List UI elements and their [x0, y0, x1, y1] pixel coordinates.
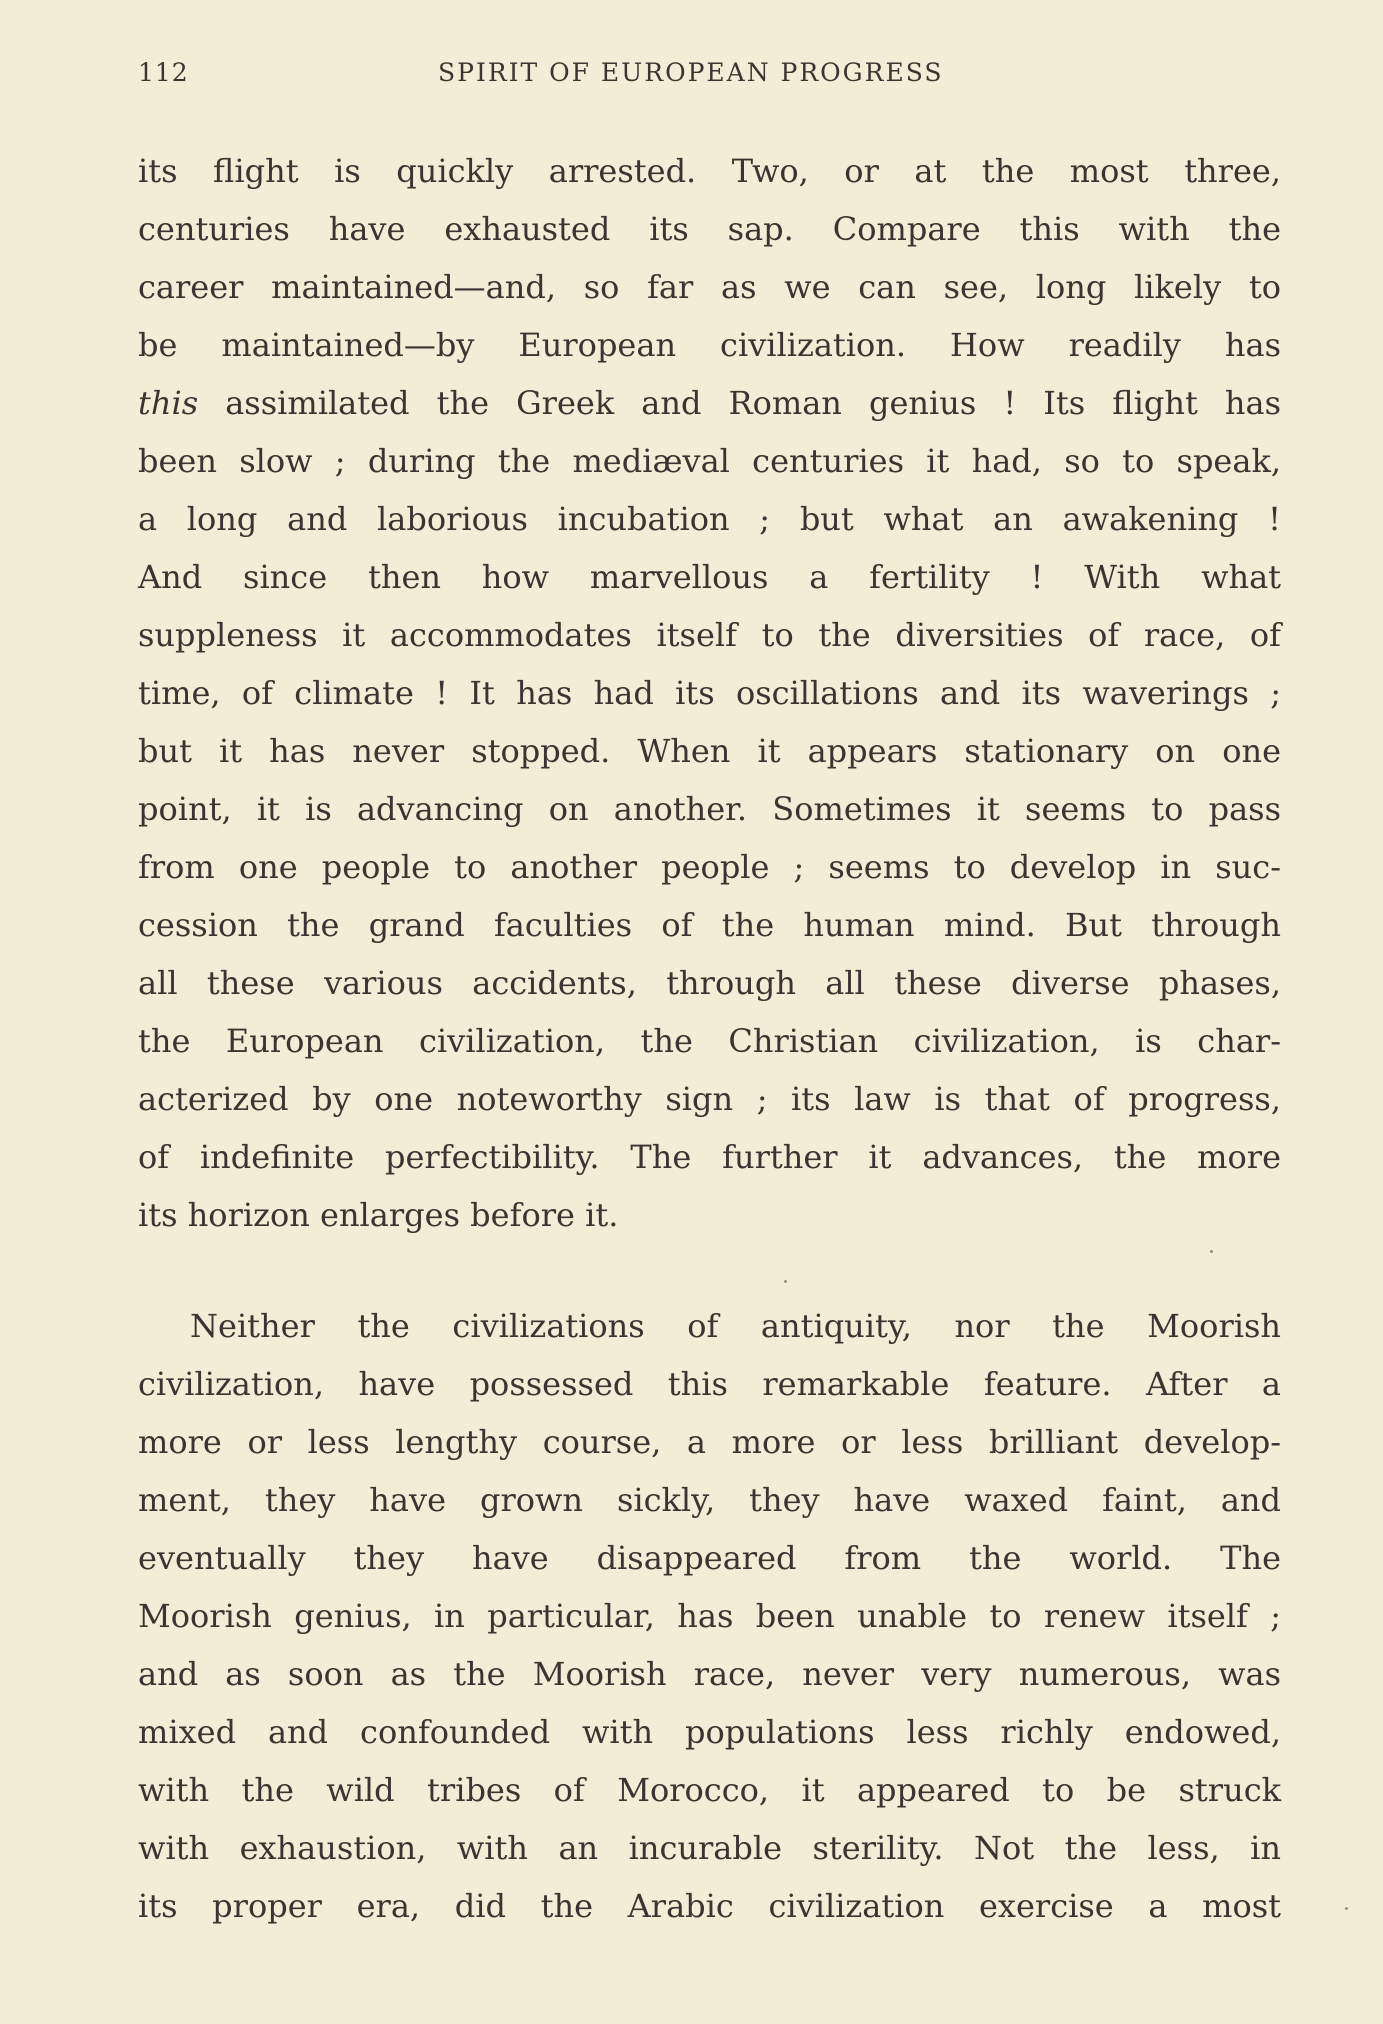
text-line: acterized by one noteworthy sign ; its law is that of progress, — [138, 1080, 1281, 1118]
text-line: a long and laborious incubation ; but what an awakening ! — [138, 500, 1281, 538]
text-line: ment, they have grown sickly, they have waxed faint, and — [138, 1481, 1281, 1519]
text-line: and as soon as the Moorish race, never very numerous, was — [138, 1655, 1281, 1693]
text-line: its horizon enlarges before it. — [138, 1196, 619, 1234]
text-line: but it has never stopped. When it appears stationary on one — [138, 732, 1281, 770]
text-line: of indefinite perfectibility. The further it advances, the more — [138, 1138, 1281, 1176]
text-line: the European civilization, the Christian civilization, is char- — [138, 1022, 1281, 1060]
text-line: with exhaustion, with an incurable sterility. Not the less, in — [138, 1829, 1281, 1867]
paragraph-2 — [138, 1297, 1281, 1935]
text-line: with the wild tribes of Morocco, it appeared to be struck — [138, 1771, 1281, 1809]
running-title: SPIRIT OF EUROPEAN PROGRESS — [438, 58, 944, 87]
text-line: its proper era, did the Arabic civilization exercise a most — [138, 1887, 1281, 1925]
text-line: from one people to another people ; seems to develop in suc- — [138, 848, 1281, 886]
text-line: its flight is quickly arrested. Two, or at the most three, — [138, 152, 1281, 190]
text-line: Moorish genius, in particular, has been unable to renew itself ; — [138, 1597, 1281, 1635]
ink-speck — [784, 1280, 787, 1283]
text-line: cession the grand faculties of the human mind. But through — [138, 906, 1281, 944]
text-line: be maintained—by European civilization. How readily has — [138, 326, 1281, 364]
paragraph-1 — [138, 142, 1281, 1244]
text-line: centuries have exhausted its sap. Compare this with the — [138, 210, 1281, 248]
text-line: suppleness it accommodates itself to the diversities of race, of — [138, 616, 1281, 654]
text-line: eventually they have disappeared from the world. The — [138, 1539, 1281, 1577]
text-line: been slow ; during the mediæval centuries it had, so to speak, — [138, 442, 1281, 480]
ink-speck — [1345, 1907, 1348, 1910]
italic-word: this — [138, 384, 199, 422]
text-line: all these various accidents, through all these diverse phases, — [138, 964, 1281, 1002]
running-head — [138, 58, 1280, 98]
text-line: civilization, have possessed this remarkable feature. After a — [138, 1365, 1281, 1403]
page-number: 112 — [138, 58, 189, 87]
text-line: point, it is advancing on another. Sometimes it seems to pass — [138, 790, 1281, 828]
text-line: mixed and confounded with populations less richly endowed, — [138, 1713, 1281, 1751]
text-line: time, of climate ! It has had its oscillations and its waverings ; — [138, 674, 1281, 712]
text-line: more or less lengthy course, a more or less brilliant develop- — [138, 1423, 1281, 1461]
text-line: Neither the civilizations of antiquity, nor the Moorish — [190, 1307, 1281, 1345]
text-line-remainder: assimilated the Greek and Roman genius ! Its flight has — [225, 384, 1282, 422]
text-line-with-italic — [138, 374, 1281, 432]
text-line: career maintained—and, so far as we can see, long likely to — [138, 268, 1281, 306]
ink-speck — [1210, 1250, 1213, 1253]
text-line: And since then how marvellous a fertility ! With what — [138, 558, 1281, 596]
